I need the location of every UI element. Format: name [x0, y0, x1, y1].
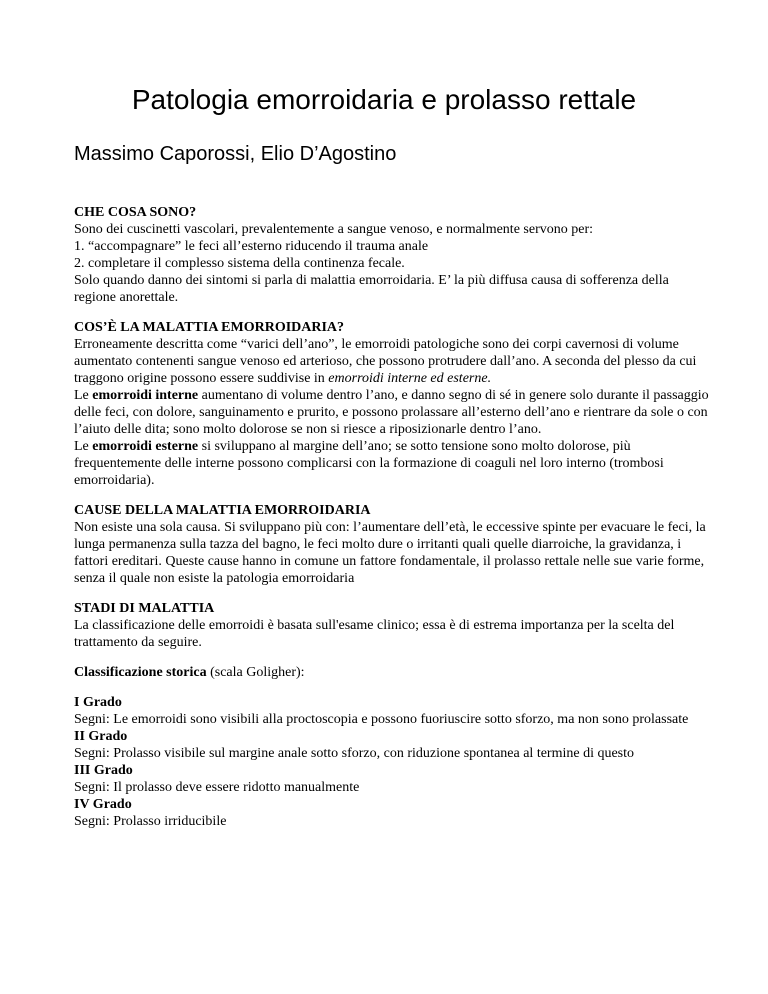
paragraph: Le emorroidi esterne si sviluppano al margine dell’ano; se sotto tensione sono molto dolorose, più frequentemente delle interne possono complicarsi con la formazione di coaguli nel loro interno (trombosi emorroidaria).	[74, 439, 664, 488]
grade-list	[74, 694, 714, 830]
grade-title: I Grado	[74, 695, 122, 710]
grade-title: III Grado	[74, 763, 133, 778]
grade-text: Segni: Prolasso irriducibile	[74, 814, 227, 829]
section-heading-causes: CAUSE DELLA MALATTIA EMORROIDARIA	[74, 503, 371, 518]
list-item: 1. “accompagnare” le feci all’esterno riducendo il trauma anale	[74, 239, 429, 254]
classification-line: Classificazione storica (scala Goligher):	[74, 665, 305, 680]
paragraph: Non esiste una sola causa. Si sviluppano più con: l’aumentare dell’età, le eccessive spinte per evacuare le feci, la lunga permanenza sulla tazza del bagno, le feci molto dure o irritanti quali quelle diarroiche, la gravidanza, i fattori ereditari. Queste cause hanno in comune un fattore fondamentale, il prolasso rettale nelle sue varie forme, senza il quale non esiste la patologia emorroidaria	[74, 520, 706, 586]
document-body	[74, 204, 714, 830]
grade-text: Segni: Le emorroidi sono visibili alla proctoscopia e possono fuoriuscire sotto sforzo, ma non sono prolassate	[74, 712, 689, 727]
bold-term: Classificazione storica	[74, 665, 207, 680]
list-item: 2. completare il complesso sistema della continenza fecale.	[74, 256, 405, 271]
bold-term: emorroidi interne	[92, 388, 199, 403]
paragraph: Le emorroidi interne aumentano di volume dentro l’ano, e danno segno di sé in genere solo durante il passaggio delle feci, con dolore, sanguinamento e prurito, e possono prolassare all’esterno dell’ano e rientrare da sole o con l’aiuto delle dita; sono molto dolorose se non si riesce a riposizionarle dentro l’ano.	[74, 388, 709, 437]
section-heading-stages: STADI DI MALATTIA	[74, 601, 215, 616]
authors: Massimo Caporossi, Elio D’Agostino	[74, 143, 397, 165]
emphasis: emorroidi interne ed esterne.	[328, 371, 492, 386]
grade-text: Segni: Prolasso visibile sul margine anale sotto sforzo, con riduzione spontanea al termine di questo	[74, 746, 635, 761]
section-heading-what: CHE COSA SONO?	[74, 205, 197, 220]
grade-text: Segni: Il prolasso deve essere ridotto manualmente	[74, 780, 360, 795]
bold-term: emorroidi esterne	[92, 439, 199, 454]
document-title: Patologia emorroidaria e prolasso rettale	[131, 84, 637, 115]
grade-title: II Grado	[74, 729, 128, 744]
section-heading-disease: COS’È LA MALATTIA EMORROIDARIA?	[74, 320, 345, 335]
grade-title: IV Grado	[74, 797, 132, 812]
paragraph: La classificazione delle emorroidi è basata sull'esame clinico; essa è di estrema importanza per la scelta del trattamento da seguire.	[74, 618, 675, 650]
paragraph: Sono dei cuscinetti vascolari, prevalentemente a sangue venoso, e normalmente servono per:	[74, 222, 593, 237]
paragraph: Erroneamente descritta come “varici dell’ano”, le emorroidi patologiche sono dei corpi cavernosi di volume aumentato contenenti sangue venoso ed arterioso, che possono protrudere dall’ano. A seconda del plesso da cui traggono origine possono essere suddivise in emorroidi interne ed esterne.	[74, 337, 697, 386]
paragraph: Solo quando danno dei sintomi si parla di malattia emorroidaria. E’ la più diffusa causa di sofferenza della regione anorettale.	[74, 273, 669, 305]
